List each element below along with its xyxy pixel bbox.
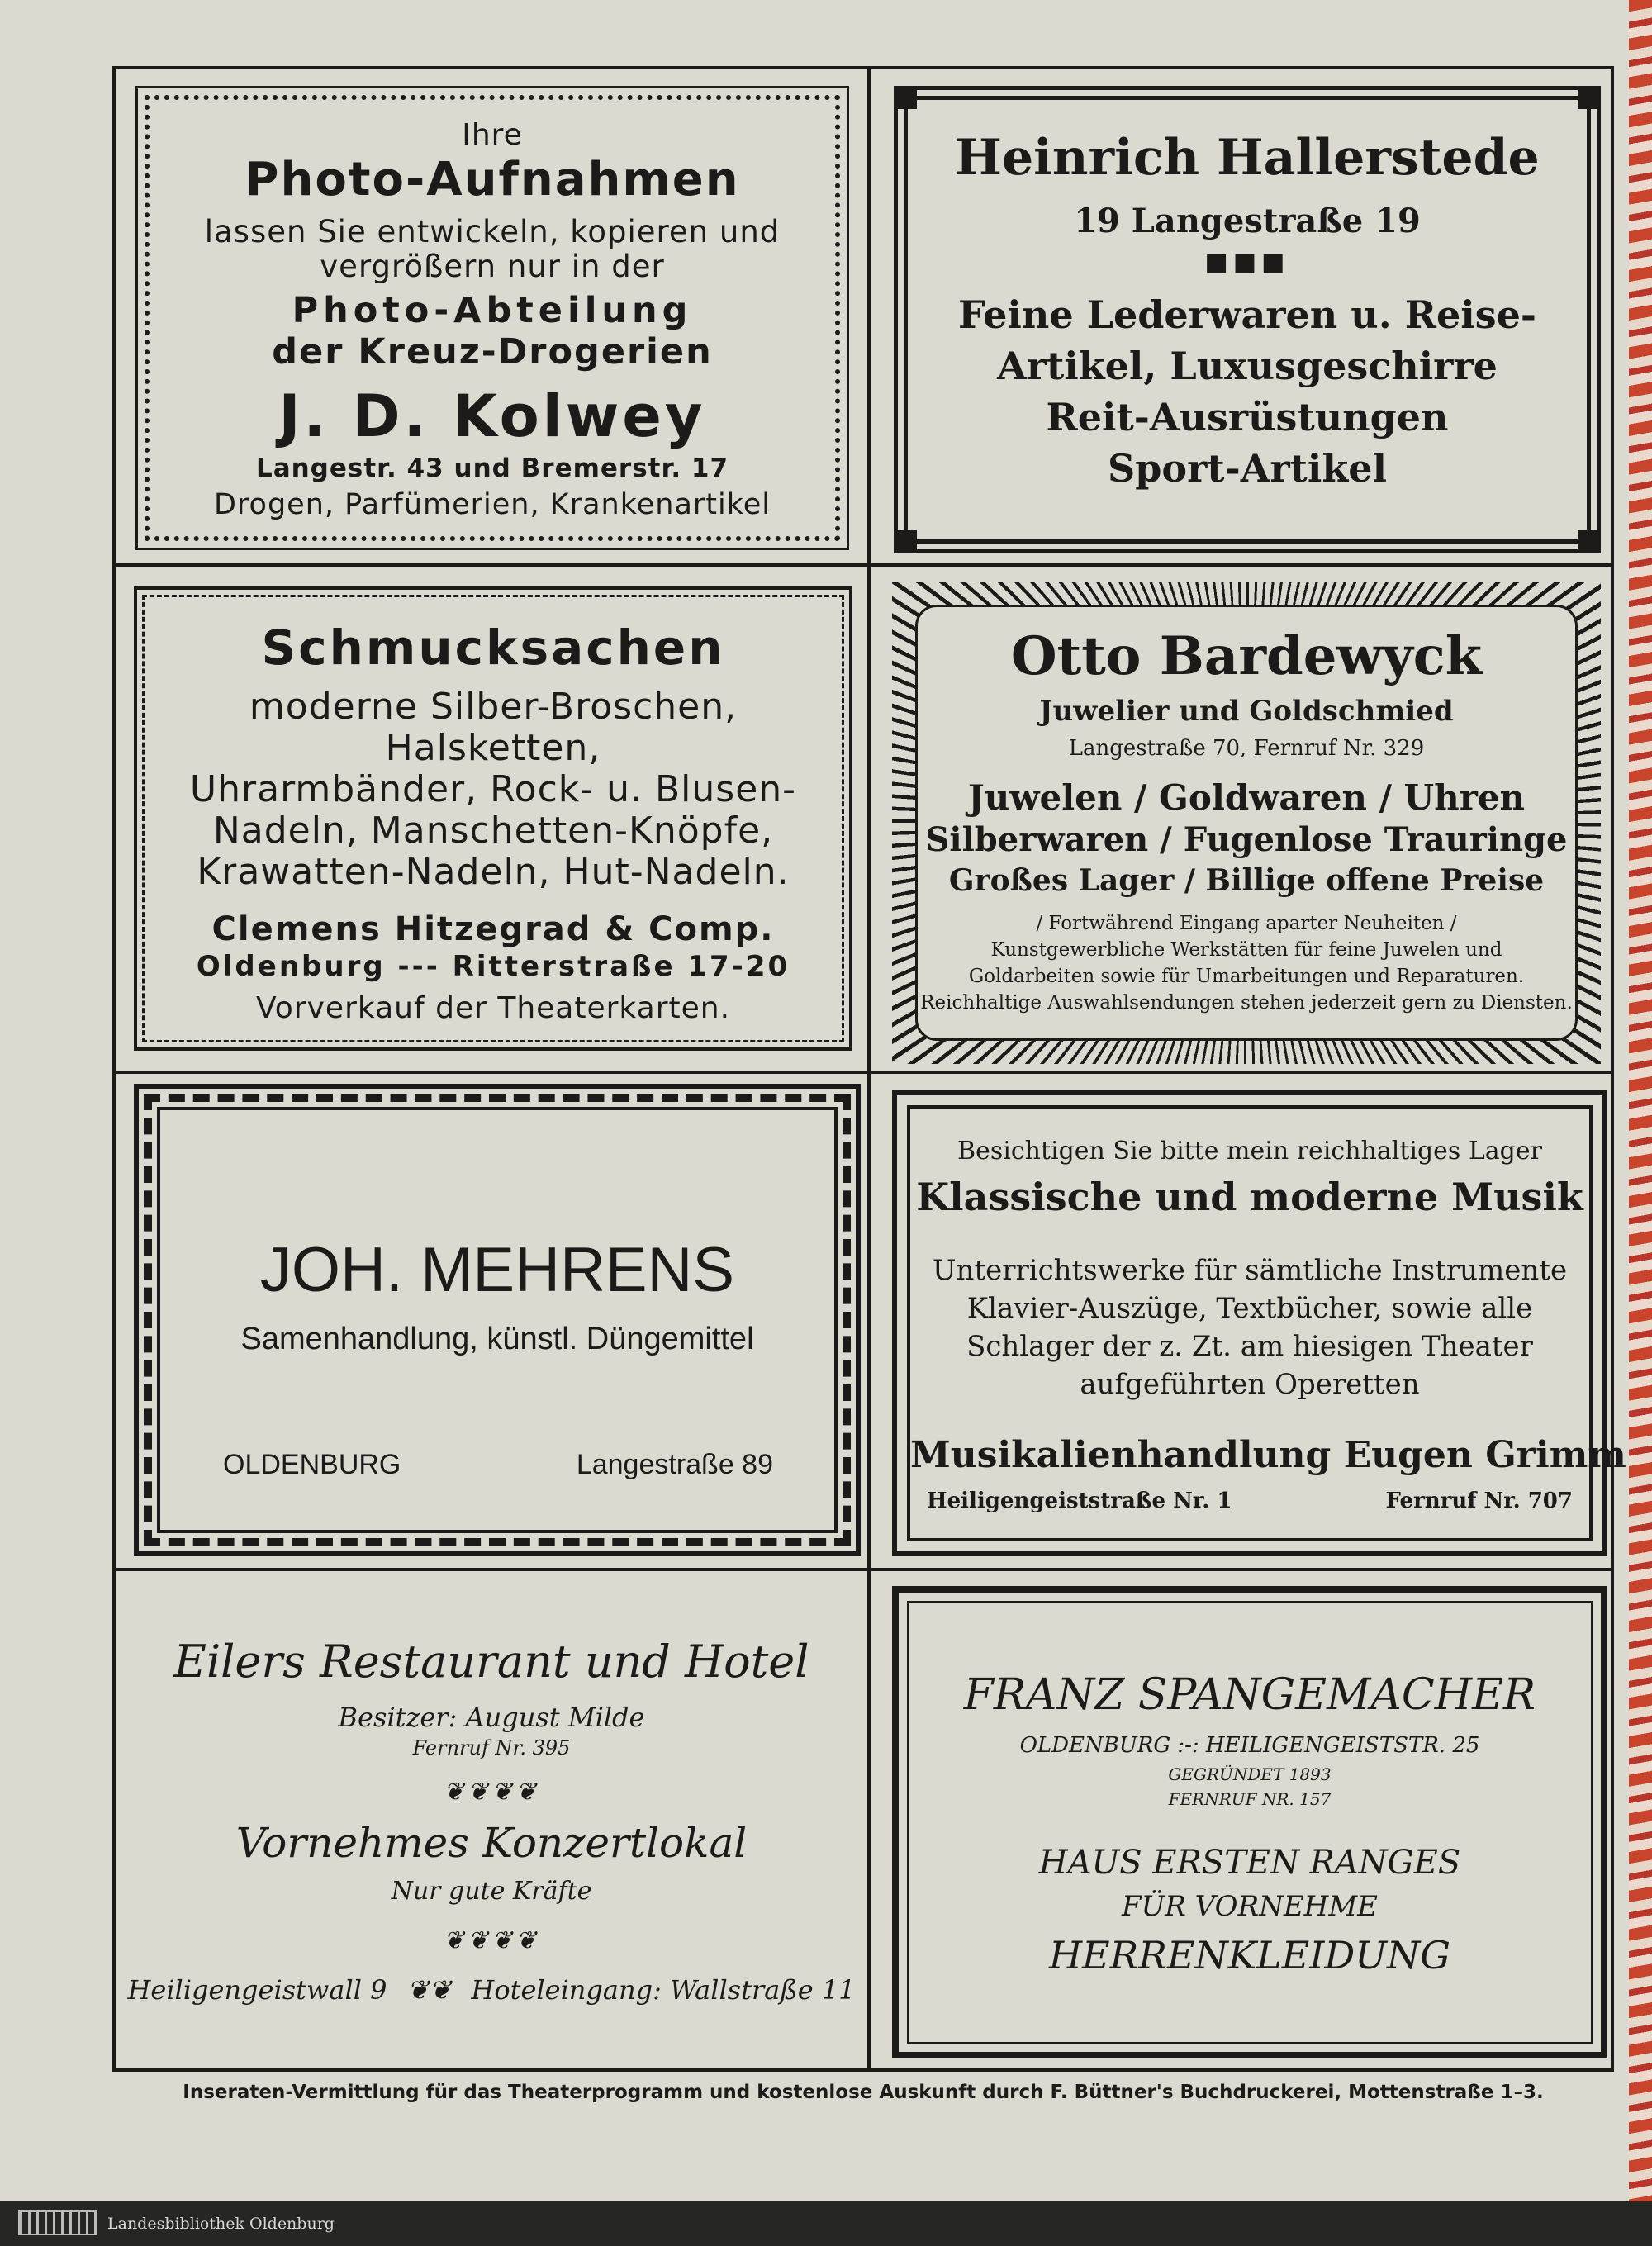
rail-bottom-2 — [894, 539, 1601, 544]
ornament-icon: ❦❦❦❦ — [443, 1926, 540, 1955]
ad-mehrens — [134, 1084, 861, 1556]
grid-divider-row-2 — [112, 1071, 1614, 1074]
ad-spangemacher — [892, 1586, 1607, 2058]
ad-mehrens-street: Langestraße 89 — [576, 1449, 773, 1480]
ad-bardewyck-address: Langestraße 70, Fernruf Nr. 329 — [1068, 736, 1425, 761]
ad-bardewyck-small4: Reichhaltige Auswahlsendungen stehen jederzeit gern zu Diensten. — [920, 992, 1573, 1014]
page-edge — [1629, 0, 1652, 2201]
ad-kolwey-line5: Photo-Abteilung — [292, 290, 693, 331]
ad-schmuck-line3: Uhrarmbänder, Rock- u. Blusen- — [189, 768, 797, 810]
ad-hallerstede-line4: Sport-Artikel — [1108, 446, 1387, 491]
ad-grimm-phone: Fernruf Nr. 707 — [1385, 1489, 1573, 1513]
ad-spangemacher-phone: FERNRUF NR. 157 — [1168, 1789, 1332, 1809]
ad-mehrens-city: OLDENBURG — [223, 1449, 401, 1480]
ad-eilers-address-line — [116, 1974, 867, 2006]
ad-hallerstede-line3: Reit-Ausrüstungen — [1046, 395, 1449, 439]
ad-grimm-firm: Musikalienhandlung Eugen Grimm — [910, 1434, 1626, 1476]
ad-bardewyck-small3: Goldarbeiten sowie für Umarbeitungen und Reparaturen. — [968, 966, 1525, 987]
ad-grimm — [892, 1090, 1626, 1556]
ad-bardewyck-small2: Kunstgewerbliche Werkstätten für feine Juwelen und — [990, 939, 1502, 961]
rail-top-1 — [894, 86, 1601, 90]
ad-eilers-entrance: Hoteleingang: Wallstraße 11 — [471, 1974, 856, 2006]
ad-eilers-address: Heiligengeistwall 9 — [127, 1974, 387, 2006]
footer-imprint: Inseraten-Vermittlung für das Theaterprogramm und kostenlose Auskunft durch F. Büttner's Buchdruckerei, Mottenstraße 1–3. — [183, 2082, 1544, 2103]
ornament-icon: ❦❦❦❦ — [443, 1778, 540, 1807]
ad-kolwey-line4: vergrößern nur in der — [320, 249, 665, 284]
rail-bottom-1 — [894, 549, 1601, 553]
ad-kolwey-headline: Photo-Aufnahmen — [244, 153, 740, 207]
ad-spangemacher-panel — [907, 1601, 1593, 2044]
grid-divider-vertical — [867, 66, 871, 2072]
ad-kolwey-line1: Ihre — [462, 118, 523, 152]
ornament-icon: ❦❦ — [406, 1974, 452, 2006]
ad-bardewyck-small1: / Fortwährend Eingang aparter Neuheiten / — [1036, 913, 1457, 934]
ad-grimm-line3: Unterrichtswerke für sämtliche Instrumente — [932, 1254, 1568, 1287]
ad-kolwey-firm: J. D. Kolwey — [278, 382, 706, 450]
ad-grimm-line6: aufgeführten Operetten — [1080, 1368, 1420, 1401]
ad-bardewyck-line2: Silberwaren / Fugenlose Trauringe — [925, 820, 1568, 859]
ad-schmuck-title: Schmucksachen — [261, 620, 725, 676]
ad-spangemacher-founded: GEGRÜNDET 1893 — [1168, 1764, 1332, 1784]
ad-grimm-line5: Schlager der z. Zt. am hiesigen Theater — [966, 1330, 1533, 1363]
ad-spangemacher-line1: HAUS ERSTEN RANGES — [1038, 1844, 1461, 1882]
ad-eilers-line3: Nur gute Kräfte — [391, 1877, 592, 1906]
corner-br — [1578, 530, 1601, 553]
ad-eilers-line2: Vornehmes Konzertlokal — [235, 1819, 748, 1867]
ad-schmuck-line4: Nadeln, Manschetten-Knöpfe, — [212, 810, 774, 852]
ad-kolwey-line3: lassen Sie entwickeln, kopieren und — [204, 214, 781, 249]
corner-bl — [894, 530, 917, 553]
library-label[interactable]: Landesbibliothek Oldenburg — [107, 2215, 335, 2233]
ad-eilers-name: Eilers Restaurant und Hotel — [173, 1636, 809, 1688]
ad-eilers-phone: Fernruf Nr. 395 — [412, 1736, 571, 1759]
ad-mehrens-subtitle: Samenhandlung, künstl. Düngemittel — [240, 1322, 754, 1356]
ad-eilers — [116, 1571, 867, 2067]
ornament-icon: ■■■ — [1204, 248, 1290, 277]
ad-bardewyck-subtitle: Juwelier und Goldschmied — [1039, 695, 1454, 728]
ad-grimm-panel — [907, 1105, 1626, 1541]
ad-hallerstede-address: 19 Langestraße 19 — [1074, 202, 1421, 240]
rail-top-2 — [894, 96, 1601, 100]
ad-spangemacher-line2: FÜR VORNEHME — [1122, 1890, 1378, 1923]
corner-tl — [894, 86, 917, 109]
ad-schmuck-line2: Halsketten, — [385, 727, 601, 769]
ad-spangemacher-name: FRANZ SPANGEMACHER — [963, 1670, 1536, 1720]
ad-grimm-line4: Klavier-Auszüge, Textbücher, sowie alle — [966, 1292, 1533, 1325]
ad-schmucksachen — [134, 586, 852, 1051]
library-logo-icon[interactable] — [18, 2210, 97, 2235]
ad-grimm-line1: Besichtigen Sie bitte mein reichhaltiges Lager — [957, 1137, 1542, 1166]
ad-schmuck-line5: Krawatten-Nadeln, Hut-Nadeln. — [197, 851, 790, 893]
ad-kolwey-line6: der Kreuz-Drogerien — [272, 331, 713, 373]
ad-kolwey-address: Langestr. 43 und Bremerstr. 17 — [255, 453, 729, 483]
ad-grimm-street: Heiligengeiststraße Nr. 1 — [927, 1489, 1232, 1513]
ad-mehrens-name: JOH. MEHRENS — [259, 1235, 735, 1305]
grid-divider-row-1 — [112, 563, 1614, 567]
ad-hallerstede-line1: Feine Lederwaren u. Reise- — [958, 292, 1536, 337]
ad-bardewyck-line3: Großes Lager / Billige offene Preise — [948, 863, 1545, 898]
ad-bardewyck-line1: Juwelen / Goldwaren / Uhren — [967, 777, 1526, 818]
ad-schmuck-note: Vorverkauf der Theaterkarten. — [255, 991, 731, 1025]
ad-schmuck-line1: moderne Silber-Broschen, — [249, 686, 738, 728]
ad-grimm-line2: Klassische und moderne Musik — [916, 1175, 1583, 1219]
ad-hallerstede-name: Heinrich Hallerstede — [955, 129, 1540, 187]
corner-tr — [1578, 86, 1601, 109]
ad-hallerstede-line2: Artikel, Luxusgeschirre — [997, 344, 1498, 388]
ad-spangemacher-line3: HERRENKLEIDUNG — [1048, 1933, 1451, 1978]
ad-mehrens-panel — [157, 1107, 838, 1533]
ad-bardewyck-panel — [915, 605, 1578, 1041]
ad-bardewyck — [892, 582, 1601, 1064]
ad-bardewyck-name: Otto Bardewyck — [1010, 625, 1483, 687]
ad-kolwey-line9: Drogen, Parfümerien, Krankenartikel — [213, 488, 771, 521]
ad-spangemacher-address: OLDENBURG :-: HEILIGENGEISTSTR. 25 — [1019, 1733, 1480, 1758]
ad-kolwey — [135, 86, 849, 550]
ad-schmuck-firm: Clemens Hitzegrad & Comp. — [211, 910, 775, 948]
ad-schmuck-address: Oldenburg --- Ritterstraße 17-20 — [196, 950, 790, 983]
ad-eilers-owner: Besitzer: August Milde — [338, 1702, 645, 1733]
ad-hallerstede — [894, 86, 1601, 553]
